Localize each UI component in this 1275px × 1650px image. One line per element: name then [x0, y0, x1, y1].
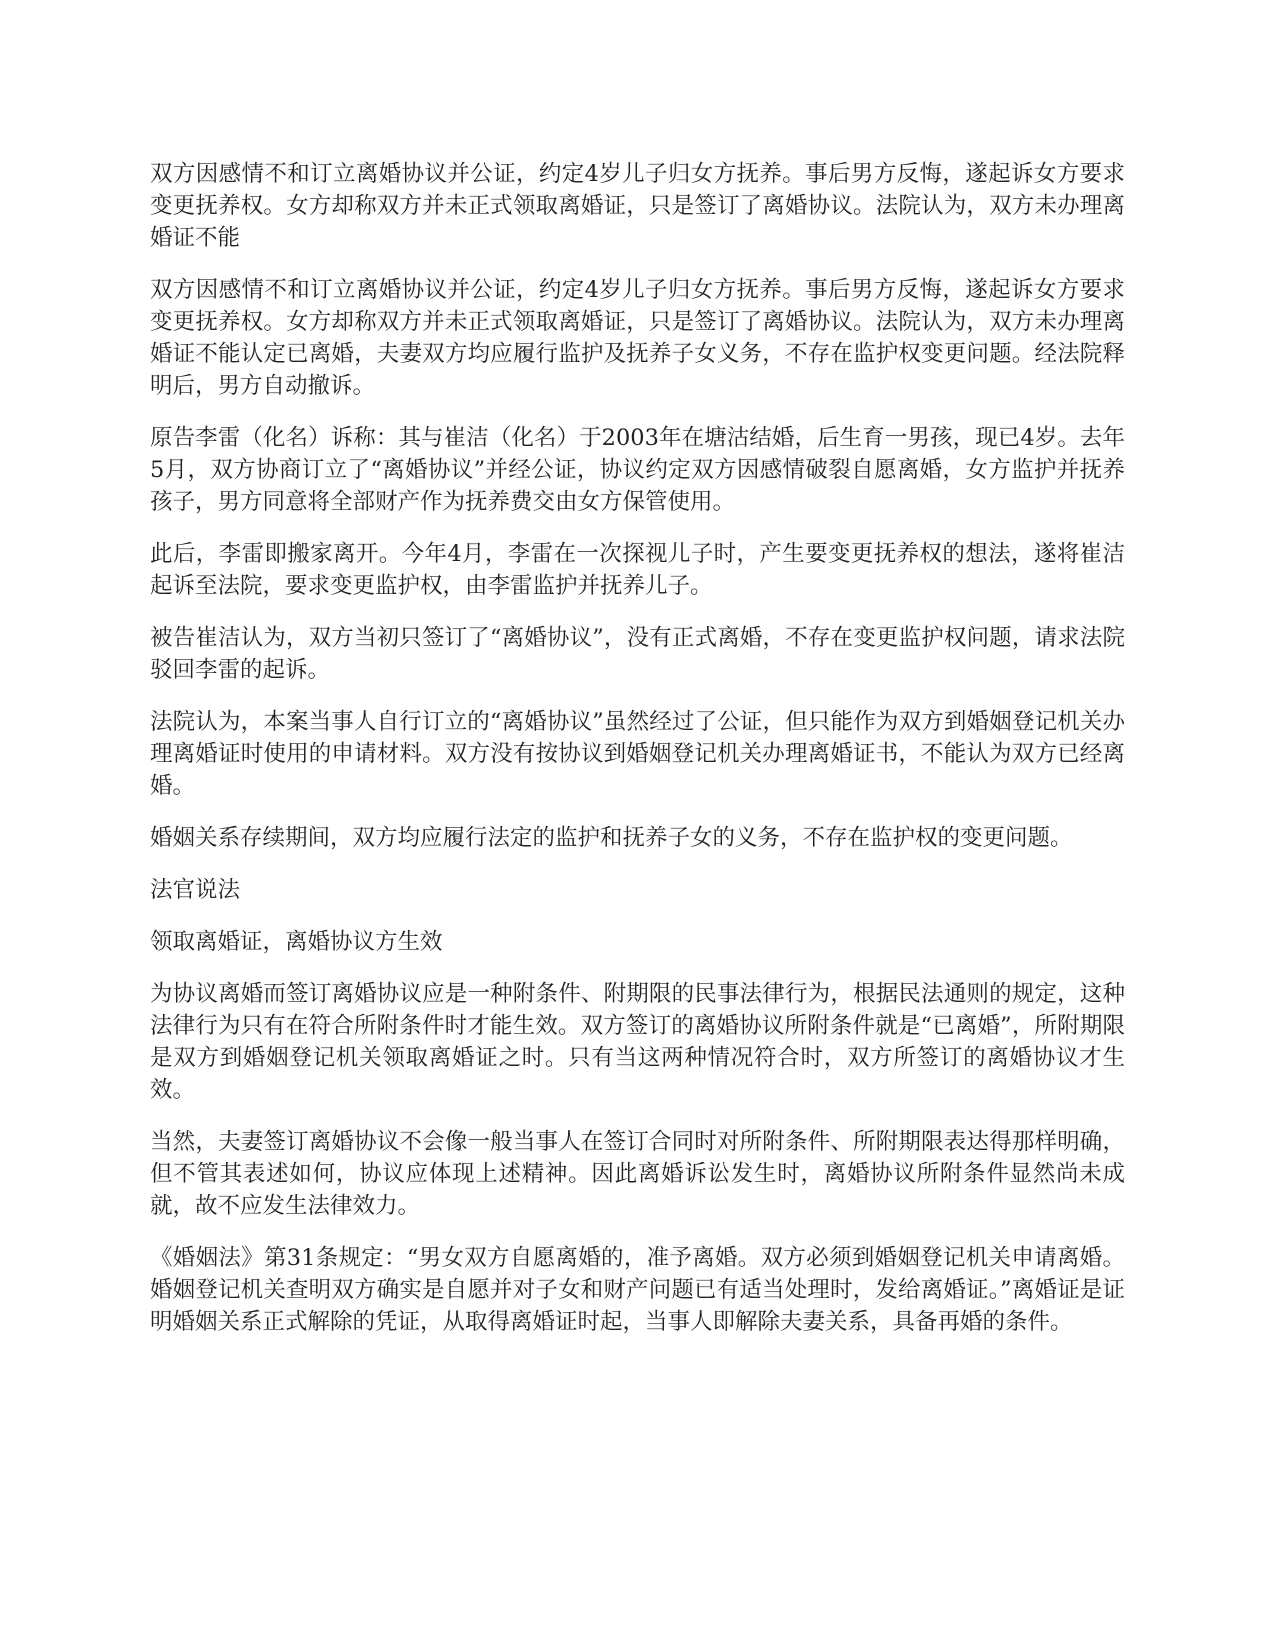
paragraph-court-opinion: 法院认为，本案当事人自行订立的“离婚协议”虽然经过了公证，但只能作为双方到婚姻登记机关办理离婚证时使用的申请材料。双方没有按协议到婚姻登记机关办理离婚证书，不能认为双方已经离婚。	[150, 709, 1125, 799]
paragraph-lawsuit: 此后，李雷即搬家离开。今年4月，李雷在一次探视儿子时，产生要变更抚养权的想法，遂将崔洁起诉至法院，要求变更监护权，由李雷监护并抚养儿子。	[150, 541, 1125, 599]
section-heading-judge-says: 法官说法	[150, 877, 241, 903]
paragraph-marriage-law-article: 《婚姻法》第31条规定：“男女双方自愿离婚的，准予离婚。双方必须到婚姻登记机关申请离婚。婚姻登记机关查明双方确实是自愿并对子女和财产问题已有适当处理时，发给离婚证。”离婚证是证明婚姻关系正式解除的凭证，从取得离婚证时起，当事人即解除夫妻关系，具备再婚的条件。	[150, 1245, 1125, 1335]
document-body	[150, 158, 1125, 1358]
section-subheading: 领取离婚证，离婚协议方生效	[150, 929, 443, 955]
paragraph-defendant-response: 被告崔洁认为，双方当初只签订了“离婚协议”，没有正式离婚，不存在变更监护权问题，请求法院驳回李雷的起诉。	[150, 625, 1125, 683]
paragraph-plaintiff-claim: 原告李雷（化名）诉称：其与崔洁（化名）于2003年在塘沽结婚，后生育一男孩，现已4岁。去年5月，双方协商订立了“离婚协议”并经公证，协议约定双方因感情破裂自愿离婚，女方监护并抚养孩子，男方同意将全部财产作为抚养费交由女方保管使用。	[150, 425, 1125, 515]
paragraph-summary-truncated: 双方因感情不和订立离婚协议并公证，约定4岁儿子归女方抚养。事后男方反悔，遂起诉女方要求变更抚养权。女方却称双方并未正式领取离婚证，只是签订了离婚协议。法院认为，双方未办理离婚证不能	[150, 161, 1125, 251]
paragraph-marriage-duty: 婚姻关系存续期间，双方均应履行法定的监护和抚养子女的义务，不存在监护权的变更问题。	[150, 825, 1073, 851]
paragraph-agreement-effect: 当然，夫妻签订离婚协议不会像一般当事人在签订合同时对所附条件、所附期限表达得那样明确，但不管其表述如何，协议应体现上述精神。因此离婚诉讼发生时，离婚协议所附条件显然尚未成就，故不应发生法律效力。	[150, 1129, 1125, 1219]
paragraph-summary: 双方因感情不和订立离婚协议并公证，约定4岁儿子归女方抚养。事后男方反悔，遂起诉女方要求变更抚养权。女方却称双方并未正式领取离婚证，只是签订了离婚协议。法院认为，双方未办理离婚证不能认定已离婚，夫妻双方均应履行监护及抚养子女义务，不存在监护权变更问题。经法院释明后，男方自动撤诉。	[150, 277, 1125, 399]
paragraph-legal-analysis: 为协议离婚而签订离婚协议应是一种附条件、附期限的民事法律行为，根据民法通则的规定，这种法律行为只有在符合所附条件时才能生效。双方签订的离婚协议所附条件就是“已离婚”，所附期限是双方到婚姻登记机关领取离婚证之时。只有当这两种情况符合时，双方所签订的离婚协议才生效。	[150, 981, 1125, 1103]
